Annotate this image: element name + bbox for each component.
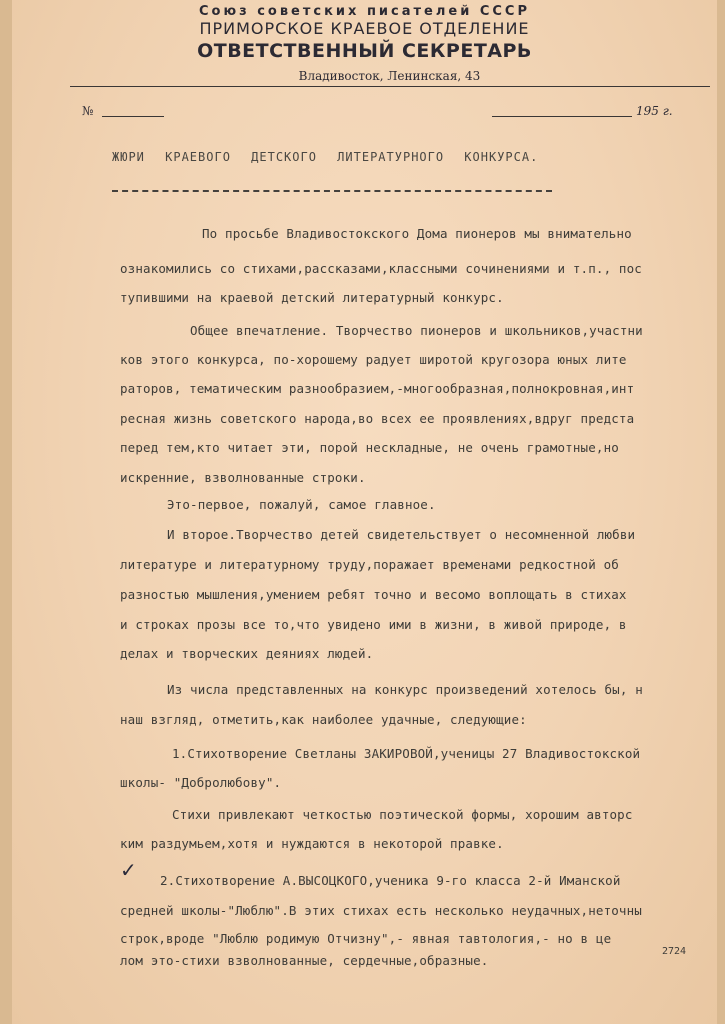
body-line: ресная жизнь советского народа,во всех ее проявлениях,вдруг предста	[120, 411, 635, 426]
body-line: Стихи привлекают четкостью поэтической формы, хорошим авторс	[172, 807, 633, 822]
body-line: 1.Стихотворение Светланы ЗАКИРОВОЙ,ученицы 27 Владивостокской	[172, 746, 641, 761]
archive-number: 2724	[662, 946, 687, 957]
body-line: перед тем,кто читает эти, порой нескладные, не очень грамотные,но	[120, 440, 619, 455]
body-line: раторов, тематическим разнообразием,-многообразная,полнокровная,инт	[120, 381, 635, 396]
reference-year-label: 195 г.	[636, 104, 673, 118]
document-page	[12, 0, 717, 1024]
handwritten-check-icon: ✓	[120, 858, 137, 882]
reference-number-label: №	[82, 104, 94, 118]
reference-date-blank	[492, 116, 632, 117]
letterhead-office: ОТВЕТСТВЕННЫЙ СЕКРЕТАРЬ	[197, 40, 532, 62]
reference-number-blank	[102, 116, 164, 117]
letterhead-divider	[70, 86, 710, 87]
body-line: 2.Стихотворение А.ВЫСОЦКОГО,ученика 9-го класса 2-й Иманской	[160, 873, 621, 888]
body-line: разностью мышления,умением ребят точно и весомо воплощать в стихах	[120, 587, 627, 602]
body-line: Из числа представленных на конкурс произведений хотелось бы, н	[167, 682, 643, 697]
body-line: ознакомились со стихами,рассказами,классными сочинениями и т.п., пос	[120, 261, 642, 276]
body-line: Общее впечатление. Творчество пионеров и школьников,участни	[190, 323, 643, 338]
body-line: И второе.Творчество детей свидетельствует о несомненной любви	[167, 527, 636, 542]
body-line: тупившими на краевой детский литературный конкурс.	[120, 290, 504, 305]
body-line: Это-первое, пожалуй, самое главное.	[167, 497, 436, 512]
body-line: ков этого конкурса, по-хорошему радует широтой кругозора юных лите	[120, 352, 627, 367]
body-line: ким раздумьем,хотя и нуждаются в некоторой правке.	[120, 836, 504, 851]
body-line: лом это-стихи взволнованные, сердечные,образные.	[120, 953, 489, 968]
body-line: наш взгляд, отметить,как наиболее удачные, следующие:	[120, 712, 527, 727]
body-line: школы- "Добролюбову".	[120, 775, 282, 790]
letterhead-org: Союз советских писателей СССР	[199, 4, 530, 19]
body-line: По просьбе Владивостокского Дома пионеров мы внимательно	[202, 226, 632, 241]
letterhead-branch: ПРИМОРСКОЕ КРАЕВОЕ ОТДЕЛЕНИЕ	[199, 19, 530, 38]
document-heading: ЖЮРИ КРАЕВОГО ДЕТСКОГО ЛИТЕРАТУРНОГО КОНКУРСА.	[112, 150, 539, 164]
body-line: строк,вроде "Люблю родимую Отчизну",- явная тавтология,- но в це	[120, 931, 612, 946]
body-line: литературе и литературному труду,поражает временами редкостной об	[120, 557, 619, 572]
body-line: делах и творческих деяниях людей.	[120, 646, 374, 661]
heading-underline	[112, 190, 552, 192]
body-line: средней школы-"Люблю".В этих стихах есть несколько неудачных,неточны	[120, 903, 642, 918]
letterhead-address: Владивосток, Ленинская, 43	[298, 69, 481, 83]
body-line: и строках прозы все то,что увидено ими в жизни, в живой природе, в	[120, 617, 627, 632]
body-line: искренние, взволнованные строки.	[120, 470, 366, 485]
